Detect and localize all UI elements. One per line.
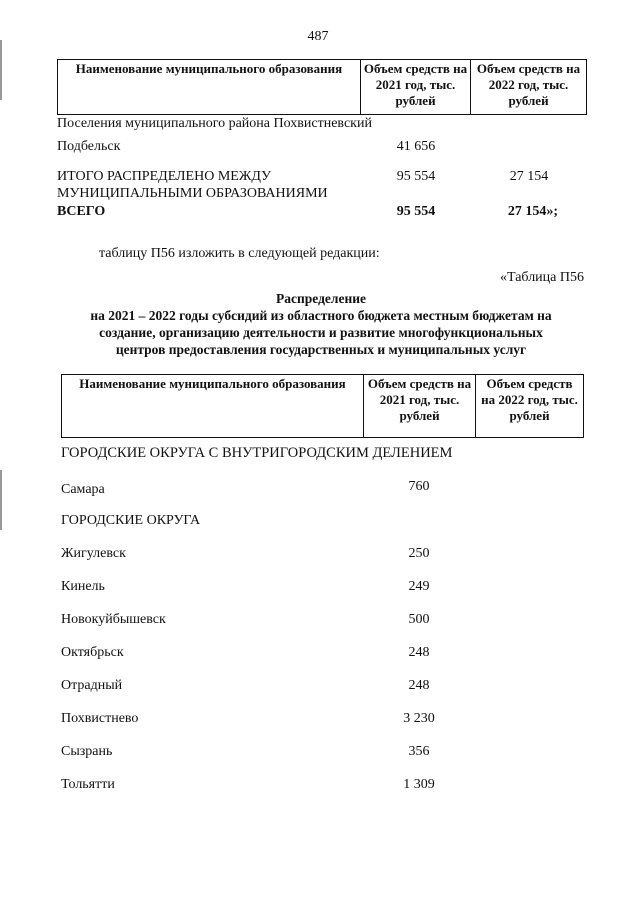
table2-row-name: Октябрьск <box>61 645 124 660</box>
table1-row-name: Подбельск <box>57 139 121 154</box>
table2-row-2021: 500 <box>408 612 430 627</box>
table2-row-2021: 356 <box>408 744 430 759</box>
table2-title <box>40 290 602 358</box>
instruction-text: таблицу П56 изложить в следующей редакции: <box>99 246 380 261</box>
table1-row-2021: 41 656 <box>396 139 436 154</box>
table2-row-2021: 250 <box>408 546 430 561</box>
table2-header-2022: Объем средств на 2022 год, тыс. рублей <box>476 375 584 438</box>
table1-header-name: Наименование муниципального образования <box>58 60 361 115</box>
page-number: 487 <box>307 29 329 44</box>
scan-mark <box>0 470 2 530</box>
table1-subtotal-2022: 27 154 <box>509 169 549 184</box>
table2-header-name: Наименование муниципального образования <box>62 375 364 438</box>
table1-header-2022: Объем средств на 2022 год, тыс. рублей <box>471 60 587 115</box>
table2-row-2021: 1 309 <box>403 777 435 792</box>
table2-row-name: Похвистнево <box>61 711 139 726</box>
table2-row-2021: 248 <box>408 645 430 660</box>
table1-total-2021: 95 554 <box>396 204 436 219</box>
table2-section2-label: ГОРОДСКИЕ ОКРУГА <box>61 513 201 528</box>
table2-row-2021: 3 230 <box>403 711 435 726</box>
table-reference: «Таблица П56 <box>500 270 584 285</box>
table1-subtotal-line1: ИТОГО РАСПРЕДЕЛЕНО МЕЖДУ <box>57 169 271 184</box>
table2-title-line2: на 2021 – 2022 годы субсидий из областного бюджета местным бюджетам на <box>90 308 552 323</box>
table2-row-2021: 248 <box>408 678 430 693</box>
table2-row-name: Новокуйбышевск <box>61 612 166 627</box>
table1-total-label: ВСЕГО <box>57 204 106 219</box>
table1-section-label: Поселения муниципального района Похвистневский <box>57 116 372 131</box>
table2-row-name: Самара <box>61 482 105 497</box>
table2-title-line4: центров предоставления государственных и муниципальных услуг <box>115 342 527 357</box>
table2-header-2021: Объем средств на 2021 год, тыс. рублей <box>364 375 476 438</box>
table2-section1-label: ГОРОДСКИЕ ОКРУГА С ВНУТРИГОРОДСКИМ ДЕЛЕНИЕМ <box>61 445 453 461</box>
table2-row-name: Кинель <box>61 579 105 594</box>
table1-subtotal-2021: 95 554 <box>396 169 436 184</box>
table2-row-name: Жигулевск <box>61 546 126 561</box>
table2-row-2021: 249 <box>408 579 430 594</box>
table1-header-2021: Объем средств на 2021 год, тыс. рублей <box>361 60 471 115</box>
table2-row-2021: 760 <box>408 479 430 494</box>
table2-row-name: Отрадный <box>61 678 123 693</box>
table2-row-name: Сызрань <box>61 744 113 759</box>
table1-header <box>57 59 587 115</box>
table2-row-name: Тольятти <box>61 777 115 792</box>
table2-header <box>61 374 584 438</box>
table1-subtotal-line2: МУНИЦИПАЛЬНЫМИ ОБРАЗОВАНИЯМИ <box>57 186 328 201</box>
table2-title-line1: Распределение <box>275 291 367 306</box>
table1-total-2022: 27 154»; <box>507 204 559 219</box>
scan-mark <box>0 40 2 100</box>
table2-title-line3: создание, организацию деятельности и развитие многофункциональных <box>99 325 543 340</box>
